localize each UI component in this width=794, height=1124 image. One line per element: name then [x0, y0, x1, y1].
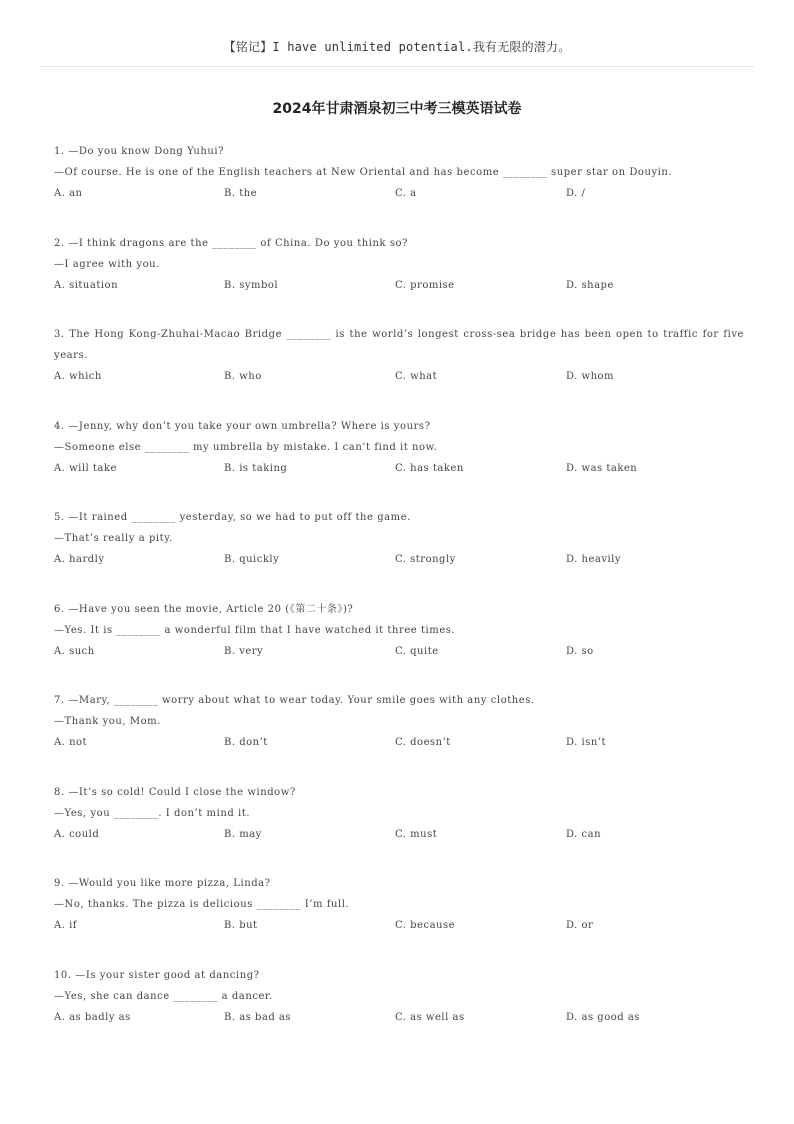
option-d: D. or: [566, 920, 594, 931]
option-a: A. situation: [54, 279, 119, 291]
option-b: B. the: [224, 188, 258, 199]
option-d: D. isn’t: [566, 737, 606, 748]
question-2-options: [54, 275, 744, 296]
question-5-options: [54, 549, 744, 570]
option-a: A. could: [54, 828, 100, 840]
question-list: [54, 141, 744, 1056]
question-4-stem: 4. —Jenny, why don’t you take your own umbrella? Where is yours?: [54, 420, 431, 432]
option-d: D. shape: [566, 279, 614, 291]
option-c: C. because: [395, 920, 456, 931]
question-10-options: [54, 1007, 744, 1028]
header-motto: 【铭记】I have unlimited potential.我有无限的潜力。: [223, 40, 571, 54]
question-1-reply: —Of course. He is one of the English teachers at New Oriental and has become ________ super star on Douyin.: [54, 167, 673, 178]
option-d: D. so: [566, 645, 594, 657]
question-2-reply: —I agree with you.: [54, 258, 160, 270]
question-9: [54, 873, 744, 936]
option-c: C. promise: [395, 279, 455, 291]
question-9-stem: 9. —Would you like more pizza, Linda?: [54, 878, 271, 889]
option-b: B. but: [224, 920, 258, 931]
question-7: [54, 690, 744, 753]
option-c: C. what: [395, 371, 438, 382]
option-b: B. very: [224, 645, 264, 657]
question-10: [54, 965, 744, 1028]
header-divider: [40, 66, 754, 67]
question-6-options: [54, 641, 744, 662]
question-5-stem: 5. —It rained ________ yesterday, so we had to put off the game.: [54, 512, 411, 523]
question-6: [54, 599, 744, 662]
option-d: D. /: [566, 188, 586, 199]
question-7-options: [54, 732, 744, 753]
page-title: 2024年甘肃酒泉初三中考三模英语试卷: [272, 101, 522, 117]
question-1-stem: 1. —Do you know Dong Yuhui?: [54, 146, 225, 157]
question-10-stem: 10. —Is your sister good at dancing?: [54, 969, 260, 981]
option-a: A. which: [54, 371, 102, 382]
option-b: B. is taking: [224, 462, 288, 474]
question-1: [54, 141, 744, 204]
option-a: A. hardly: [54, 554, 105, 565]
option-a: A. not: [54, 737, 88, 748]
option-d: D. as good as: [566, 1011, 640, 1023]
question-8: [54, 782, 744, 845]
option-a: A. an: [54, 188, 83, 199]
option-c: C. as well as: [395, 1011, 465, 1023]
option-d: D. heavily: [566, 554, 622, 565]
option-c: C. must: [395, 828, 438, 840]
option-a: A. will take: [54, 462, 117, 474]
question-9-reply: —No, thanks. The pizza is delicious ________ I’m full.: [54, 899, 350, 910]
option-c: C. a: [395, 188, 417, 199]
option-d: D. can: [566, 828, 602, 840]
option-a: A. as badly as: [54, 1011, 131, 1023]
question-3-options: [54, 366, 744, 387]
question-6-stem: 6. —Have you seen the movie, Article 20 (《第二十条》)?: [54, 603, 354, 615]
option-b: B. symbol: [224, 279, 279, 291]
option-b: B. who: [224, 371, 262, 382]
question-7-stem: 7. —Mary, ________ worry about what to wear today. Your smile goes with any clothes.: [54, 695, 535, 706]
option-c: C. doesn’t: [395, 737, 451, 748]
question-9-options: [54, 915, 744, 936]
question-8-stem: 8. —It’s so cold! Could I close the window?: [54, 786, 296, 798]
question-5: [54, 507, 744, 570]
question-6-reply: —Yes. It is ________ a wonderful film that I have watched it three times.: [54, 624, 456, 636]
option-d: D. was taken: [566, 462, 638, 474]
option-a: A. such: [54, 645, 95, 657]
question-7-reply: —Thank you, Mom.: [54, 716, 161, 727]
option-c: C. strongly: [395, 554, 456, 565]
question-4: [54, 416, 744, 479]
question-4-reply: —Someone else ________ my umbrella by mistake. I can’t find it now.: [54, 441, 438, 453]
option-c: C. has taken: [395, 462, 464, 474]
option-a: A. if: [54, 920, 77, 931]
question-1-options: [54, 183, 744, 204]
option-c: C. quite: [395, 645, 439, 657]
option-b: B. may: [224, 828, 262, 840]
question-2-stem: 2. —I think dragons are the ________ of China. Do you think so?: [54, 237, 409, 249]
question-4-options: [54, 458, 744, 479]
question-10-reply: —Yes, she can dance ________ a dancer.: [54, 990, 273, 1002]
option-b: B. quickly: [224, 554, 280, 565]
question-5-reply: —That’s really a pity.: [54, 533, 173, 544]
option-b: B. as bad as: [224, 1011, 292, 1023]
question-8-options: [54, 824, 744, 845]
question-2: [54, 233, 744, 296]
question-8-reply: —Yes, you ________. I don’t mind it.: [54, 807, 251, 819]
question-3: [54, 324, 744, 387]
option-b: B. don’t: [224, 737, 268, 748]
question-3-stem: 3. The Hong Kong-Zhuhai-Macao Bridge ________ is the world’s longest cross-sea bridge has been open to traffic for five years.: [54, 329, 744, 361]
option-d: D. whom: [566, 371, 615, 382]
